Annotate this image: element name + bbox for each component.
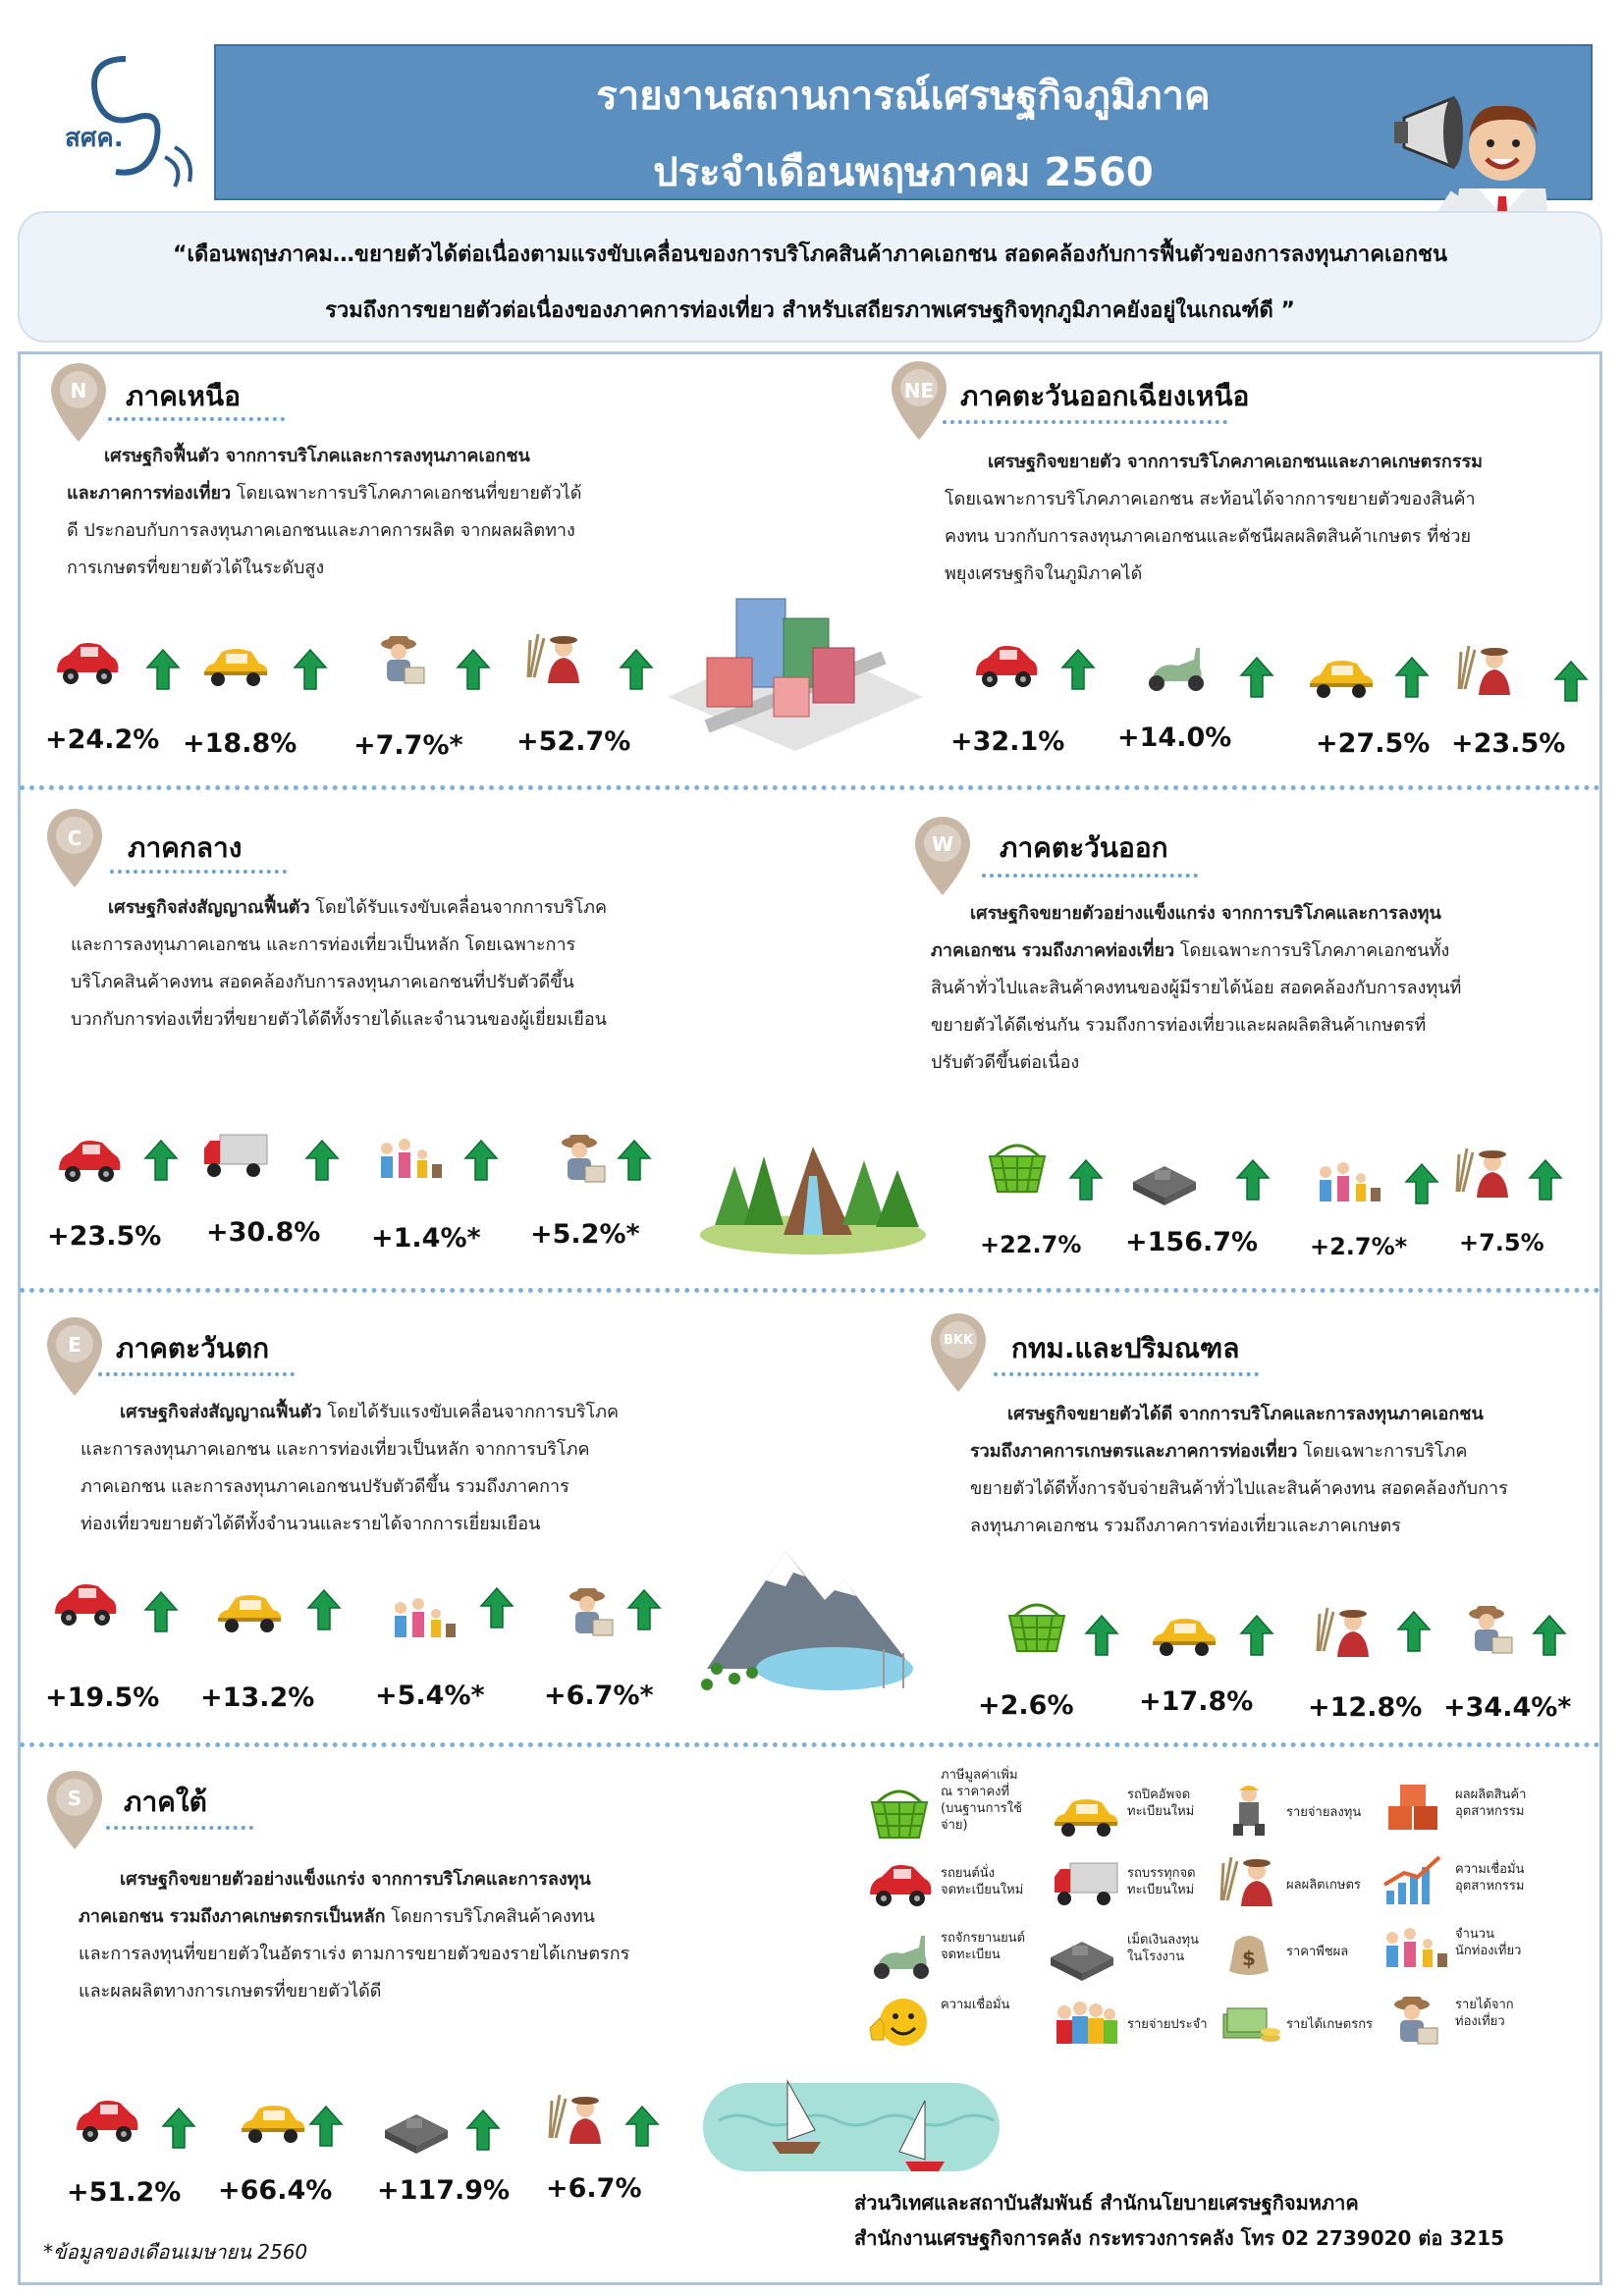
- region-title: ภาคใต้: [124, 1786, 207, 1818]
- highlight-text: เศรษฐกิจส่งสัญญาณฟื้นตัว: [108, 897, 310, 918]
- legend-text: จำนวน: [1455, 1927, 1494, 1942]
- region-title: ภาคตะวันออก: [1000, 831, 1168, 864]
- stat-value: +27.5%: [1316, 728, 1431, 759]
- up-arrow-icon: [145, 648, 181, 691]
- legend-text: ภาษีมูลค่าเพิ่ม: [941, 1768, 1018, 1783]
- region-badge: E: [68, 1333, 81, 1357]
- up-arrow-icon: [1239, 656, 1274, 699]
- body-text: โดยได้รับแรงขับเคลื่อนจากการบริโภค: [321, 1402, 620, 1422]
- mountain-lake-icon: [687, 1531, 923, 1703]
- legend-text: รถบรรทุกจด: [1127, 1866, 1196, 1881]
- up-arrow-icon: [1553, 660, 1589, 703]
- pickup-icon: [1306, 648, 1377, 707]
- pickup-icon: [1149, 1606, 1219, 1665]
- legend-text: ผลผลิตสินค้า: [1455, 1788, 1527, 1802]
- thumbs-up-smiley-icon: [864, 1993, 935, 2052]
- legend-text: อุตสาหกรรม: [1455, 1879, 1525, 1894]
- farmer-icon: [365, 630, 436, 689]
- up-arrow-icon: [463, 1139, 499, 1182]
- agri-output-icon: [520, 628, 591, 687]
- title-underline: [98, 1372, 295, 1376]
- stat-value: +34.4%*: [1443, 1692, 1572, 1723]
- region-badge: S: [67, 1787, 82, 1810]
- up-arrow-icon: [306, 1588, 342, 1631]
- title-underline: [108, 417, 285, 421]
- up-arrow-icon: [1060, 648, 1096, 691]
- car-icon: [49, 1575, 120, 1633]
- body-text: และการลงทุนภาคเอกชน และการท่องเที่ยวเป็นหลัก จากการบริโภค: [81, 1439, 590, 1460]
- region-badge: C: [67, 827, 82, 850]
- region-badge: BKK: [943, 1333, 974, 1348]
- agri-output-icon: [542, 2089, 613, 2148]
- legend-label-industry: [1455, 1787, 1526, 1820]
- legend-label-spend: รายจ่ายลงทุน: [1286, 1805, 1362, 1820]
- stat-value: +2.7%*: [1310, 1233, 1408, 1260]
- highlight-text: เศรษฐกิจส่งสัญญาณฟื้นตัว: [120, 1402, 322, 1422]
- worker-icon: [1214, 1781, 1284, 1840]
- body-text: โดยเฉพาะการบริโภคภาคเอกชนที่ขยายตัวได้: [231, 483, 582, 504]
- shopping-basket-icon: [1001, 1598, 1072, 1657]
- region-badge: NE: [903, 379, 935, 402]
- legend-text: นักท่องเที่ยว: [1455, 1944, 1522, 1958]
- logo-abbr: สศค.: [65, 124, 124, 153]
- divider-3: [20, 1742, 1600, 1747]
- up-arrow-icon: [1068, 1158, 1104, 1201]
- body-text: โดยเฉพาะการบริโภคภาคเอกชนทั้ง: [1174, 940, 1450, 961]
- footer-line-1: ส่วนวิเทศและสถาบันสัมพันธ์ สำนักนโยบายเศรษฐกิจมหภาค: [854, 2191, 1359, 2215]
- shopping-basket-icon: [982, 1139, 1053, 1198]
- title-underline: [106, 1826, 253, 1830]
- up-arrow-icon: [1404, 1162, 1439, 1205]
- highlight-text: เศรษฐกิจขยายตัว จากการบริโภคภาคเอกชนและภาคเกษตรกรรม: [988, 452, 1484, 472]
- up-arrow-icon: [143, 1139, 179, 1182]
- highlight-text: ภาคเอกชน รวมถึงภาคเกษตรกรเป็นหลัก: [79, 1906, 386, 1927]
- up-arrow-icon: [1084, 1614, 1119, 1657]
- body-text: พยุงเศรษฐกิจในภูมิภาคได้: [945, 563, 1143, 584]
- map-pin-icon: [45, 1769, 104, 1851]
- region-description: [81, 1394, 709, 1543]
- up-arrow-icon: [1532, 1614, 1567, 1657]
- stat-value: +18.8%: [183, 728, 298, 759]
- legend-text: จ่าย): [941, 1818, 968, 1833]
- up-arrow-icon: [626, 1588, 662, 1631]
- legend-label-truck: [1127, 1865, 1196, 1898]
- region-title: ภาคเหนือ: [126, 380, 241, 412]
- up-arrow-icon: [1394, 656, 1430, 699]
- up-arrow-icon: [624, 2105, 660, 2148]
- stat-value: +7.5%: [1459, 1229, 1544, 1256]
- stat-value: +156.7%: [1125, 1227, 1259, 1257]
- up-arrow-icon: [1528, 1158, 1563, 1201]
- legend-text: เม็ดเงินลงทุน: [1127, 1933, 1199, 1948]
- stat-value: +32.1%: [950, 726, 1065, 757]
- truck-icon: [200, 1125, 271, 1184]
- legend-label-motorcycle: [941, 1930, 1025, 1963]
- legend-label-factory: [1127, 1932, 1199, 1965]
- legend-text: รายได้จาก: [1455, 1998, 1514, 2012]
- agri-output-icon: [1214, 1851, 1284, 1910]
- car-icon: [970, 636, 1041, 695]
- up-arrow-icon: [143, 1590, 179, 1633]
- title-underline: [110, 870, 287, 874]
- legend-text: อุตสาหกรรม: [1455, 1804, 1525, 1819]
- tourist-family-icon: [387, 1590, 458, 1649]
- up-arrow-icon: [308, 2105, 344, 2148]
- body-text: ขยายตัวได้ดีทั้งการจับจ่ายสินค้าทั่วไปและสินค้าคงทน สอดคล้องกับการ: [970, 1478, 1508, 1499]
- region-description: [931, 895, 1598, 1082]
- body-text: โดยการบริโภคสินค้าคงทน: [385, 1906, 595, 1927]
- legend-label-vat: [941, 1767, 1039, 1834]
- car-icon: [864, 1855, 935, 1914]
- stat-value: +5.4%*: [375, 1681, 485, 1711]
- legend-text: รถยนต์นั่ง: [941, 1866, 996, 1881]
- body-text: และผลผลิตทางการเกษตรที่ขยายตัวได้ดี: [79, 1981, 382, 2002]
- stat-value: +1.4%*: [371, 1223, 481, 1254]
- stat-value: +14.0%: [1117, 722, 1232, 753]
- stat-value: +117.9%: [377, 2175, 511, 2206]
- car-icon: [51, 633, 122, 692]
- pickup-icon: [238, 2093, 308, 2152]
- legend-text: (บนฐานการใช้: [941, 1801, 1022, 1816]
- highlight-text: เศรษฐกิจขยายตัวอย่างแข็งแกร่ง จากการบริโภคและการลงทุน: [970, 903, 1441, 924]
- body-text: ดี ประกอบกับการลงทุนภาคเอกชนและภาคการผลิต จากผลผลิตทาง: [67, 520, 575, 541]
- up-arrow-icon: [1235, 1158, 1271, 1201]
- region-description: [67, 438, 676, 587]
- title-line-1: รายงานสถานการณ์เศรษฐกิจภูมิภาค: [596, 74, 1211, 119]
- title-underline: [982, 874, 1198, 878]
- region-title: ภาคตะวันตก: [116, 1332, 270, 1364]
- stat-value: +23.5%: [47, 1221, 162, 1252]
- shopping-basket-icon: [864, 1785, 935, 1843]
- up-arrow-icon: [304, 1139, 340, 1182]
- title-underline: [994, 1372, 1259, 1376]
- legend-label-farm-income: รายได้เกษตรกร: [1286, 2017, 1374, 2032]
- up-arrow-icon: [161, 2107, 196, 2150]
- divider-2: [20, 1288, 1600, 1293]
- legend-label-tourists: [1455, 1926, 1521, 1959]
- legend-text: ทะเบียนใหม่: [1127, 1883, 1195, 1897]
- region-badge: W: [931, 832, 954, 856]
- motorcycle-icon: [1139, 638, 1210, 697]
- legend-label-current-spend: รายจ่ายประจำ: [1127, 2017, 1208, 2032]
- stat-value: +13.2%: [200, 1682, 315, 1713]
- stat-value: +6.7%*: [544, 1681, 654, 1711]
- legend-text: ทะเบียนใหม่: [1127, 1804, 1195, 1819]
- up-arrow-icon: [1239, 1614, 1274, 1657]
- crowd-icon: [1051, 1993, 1121, 2052]
- car-icon: [71, 2091, 141, 2150]
- stat-value: +19.5%: [45, 1682, 160, 1713]
- pickup-icon: [1051, 1787, 1121, 1845]
- legend-label-car: [941, 1865, 1023, 1898]
- body-text: บวกกับการท่องเที่ยวที่ขยายตัวได้ดีทั้งรายได้และจำนวนของผู้เยี่ยมเยือน: [71, 1009, 607, 1030]
- summary-quote: [18, 211, 1602, 343]
- legend-text: ความเชื่อมั่น: [1455, 1862, 1525, 1877]
- highlight-text: เศรษฐกิจขยายตัวอย่างแข็งแกร่ง จากการบริโภคและการลงทุน: [120, 1869, 591, 1890]
- footnote: *ข้อมูลของเดือนเมษายน 2560: [43, 2240, 308, 2264]
- motorcycle-icon: [864, 1926, 935, 1985]
- tourist-family-icon: [1379, 1920, 1449, 1979]
- highlight-text: และภาคการท่องเที่ยว: [67, 483, 232, 504]
- stat-value: +66.4%: [218, 2175, 333, 2206]
- stat-value: +22.7%: [980, 1231, 1082, 1258]
- footer-line-2: สำนักงานเศรษฐกิจการคลัง กระทรวงการคลัง โทร 02 2739020 ต่อ 3215: [854, 2226, 1505, 2250]
- stat-value: +5.2%*: [530, 1219, 640, 1250]
- legend-label-agri: ผลผลิตเกษตร: [1286, 1878, 1361, 1893]
- car-icon: [53, 1131, 124, 1190]
- body-text: ขยายตัวได้ดีเช่นกัน รวมถึงการท่องเที่ยวและผลผลิตสินค้าเกษตรที่: [931, 1015, 1427, 1036]
- up-arrow-icon: [1396, 1610, 1432, 1653]
- up-arrow-icon: [617, 1139, 652, 1182]
- legend-text: รถปิคอัพจด: [1127, 1788, 1191, 1802]
- body-text: คงทน บวกกับการลงทุนภาคเอกชนและดัชนีผลผลิตสินค้าเกษตร ที่ช่วย: [945, 526, 1472, 547]
- stat-value: +2.6%: [978, 1690, 1074, 1721]
- legend-text: รถจักรยานยนต์: [941, 1931, 1026, 1946]
- region-description: [945, 444, 1593, 593]
- stat-value: +23.5%: [1451, 728, 1566, 759]
- farmer-icon: [1453, 1600, 1524, 1659]
- legend-text: จดทะเบียน: [941, 1948, 1001, 1962]
- quote-line-1: “เดือนพฤษภาคม…ขยายตัวได้ต่อเนื่องตามแรงขับเคลื่อนของการบริโภคสินค้าภาคเอกชน สอดคล้องกับการฟื้นตัวของการลงทุนภาคเอกชน: [173, 242, 1447, 267]
- forest-waterfall-icon: [695, 1117, 931, 1255]
- map-pin-icon: [49, 361, 108, 444]
- region-title: ภาคกลาง: [128, 831, 243, 864]
- pickup-icon: [214, 1582, 285, 1641]
- legend-label-industry-confidence: [1455, 1861, 1524, 1895]
- body-text: โดยเฉพาะการบริโภคภาคเอกชน สะท้อนได้จากการขยายตัวของสินค้า: [945, 489, 1476, 509]
- legend-label-farm-price: ราคาพืชผล: [1286, 1945, 1349, 1959]
- stat-value: +30.8%: [206, 1217, 321, 1248]
- stat-value: +7.7%*: [353, 730, 463, 761]
- stat-value: +17.8%: [1139, 1686, 1254, 1717]
- body-text: การเกษตรที่ขยายตัวได้ในระดับสูง: [67, 558, 325, 578]
- map-pin-icon: [45, 1315, 104, 1398]
- body-text: และการลงทุนภาคเอกชน และการท่องเที่ยวเป็นหลัก โดยเฉพาะการ: [71, 934, 576, 955]
- legend-label-confidence: ความเชื่อมั่น: [941, 1998, 1010, 2012]
- legend-label-tour-income: [1455, 1997, 1514, 2030]
- pickup-icon: [200, 636, 271, 695]
- tourist-family-icon: [373, 1131, 444, 1190]
- divider-1: [20, 785, 1600, 790]
- body-text: โดยได้รับแรงขับเคลื่อนจากการบริโภค: [309, 897, 608, 918]
- map-pin-icon: [913, 815, 972, 897]
- up-arrow-icon: [479, 1586, 514, 1629]
- stat-value: +51.2%: [67, 2177, 182, 2208]
- region-badge: N: [70, 379, 87, 402]
- region-description: [71, 889, 699, 1039]
- stat-value: +52.7%: [516, 726, 631, 757]
- farmer-icon: [1379, 1991, 1449, 2050]
- up-arrow-icon: [619, 648, 654, 691]
- legend-text: ในโรงงาน: [1127, 1949, 1185, 1964]
- body-text: ลงทุนภาคเอกชน รวมถึงภาคการท่องเที่ยวและภาคเกษตร: [970, 1516, 1401, 1536]
- sea-sailboats-icon: [699, 2071, 1003, 2179]
- highlight-text: ภาคเอกชน รวมถึงภาคท่องเที่ยว: [931, 940, 1175, 961]
- city-buildings-icon: [668, 579, 923, 751]
- stat-value: +24.2%: [45, 724, 160, 755]
- legend-text: ท่องเที่ยว: [1455, 2014, 1505, 2029]
- agri-output-icon: [1451, 640, 1522, 699]
- legend-text: จดทะเบียนใหม่: [941, 1883, 1024, 1897]
- boxes-icon: [1379, 1781, 1449, 1840]
- highlight-text: รวมถึงภาคการเกษตรและภาคการท่องเที่ยว: [970, 1441, 1298, 1462]
- map-pin-icon: [929, 1311, 988, 1394]
- region-title: กทม.และปริมณฑล: [1011, 1332, 1240, 1364]
- logo: [27, 49, 204, 196]
- stat-value: +12.8%: [1308, 1692, 1423, 1723]
- stat-value: +6.7%: [546, 2173, 642, 2204]
- truck-icon: [1051, 1853, 1121, 1912]
- highlight-text: เศรษฐกิจฟื้นตัว จากการบริโภคและการลงทุนภาคเอกชน: [104, 446, 530, 466]
- body-text: โดยเฉพาะการบริโภค: [1297, 1441, 1468, 1462]
- quote-line-2: รวมถึงการขยายตัวต่อเนื่องของภาคการท่องเที่ยว สำหรับเสถียรภาพเศรษฐกิจทุกภูมิภาคยังอยู่ในเกณฑ์ดี ”: [325, 298, 1295, 323]
- up-arrow-icon: [465, 2109, 501, 2152]
- body-text: และการลงทุนที่ขยายตัวในอัตราเร่ง ตามการขยายตัวของรายได้เกษตรกร: [79, 1944, 630, 1964]
- money-bag-icon: [1214, 1922, 1284, 1981]
- region-title: ภาคตะวันออกเฉียงเหนือ: [960, 380, 1250, 412]
- title-line-2: ประจำเดือนพฤษภาคม 2560: [653, 150, 1154, 195]
- cash-icon: [1214, 1993, 1284, 2052]
- body-text: ปรับตัวดีขึ้นต่อเนื่อง: [931, 1052, 1080, 1073]
- up-arrow-icon: [293, 648, 328, 691]
- highlight-text: เศรษฐกิจขยายตัวได้ดี จากการบริโภคและการลงทุนภาคเอกชน: [1007, 1404, 1484, 1424]
- farmer-icon: [546, 1129, 617, 1188]
- legend-text: ณ ราคาคงที่: [941, 1785, 1010, 1799]
- factory-icon: [1129, 1147, 1200, 1205]
- body-text: สินค้าทั่วไปและสินค้าคงทนของผู้มีรายได้น้อย สอดคล้องกับการลงทุนที่: [931, 978, 1462, 998]
- agri-output-icon: [1310, 1602, 1380, 1661]
- up-arrow-icon: [456, 648, 491, 691]
- body-text: ภาคเอกชน และการลงทุนภาคเอกชนปรับตัวดีขึ้น รวมถึงภาคการ: [81, 1476, 569, 1497]
- title-underline: [943, 420, 1227, 424]
- body-text: บริโภคสินค้าคงทน สอดคล้องกับการลงทุนภาคเอกชนที่ปรับตัวดีขึ้น: [71, 972, 574, 992]
- region-description: [79, 1861, 707, 2010]
- tourist-family-icon: [1312, 1154, 1382, 1213]
- region-description: [970, 1396, 1598, 1545]
- body-text: ท่องเที่ยวขยายตัวได้ดีทั้งจำนวนและรายได้จากการเยี่ยมเยือน: [81, 1514, 541, 1534]
- industry-chart-icon: [1379, 1851, 1449, 1910]
- farmer-icon: [554, 1582, 624, 1641]
- agri-output-icon: [1449, 1143, 1520, 1201]
- factory-icon: [381, 2095, 452, 2154]
- factory-icon: [1047, 1922, 1117, 1981]
- legend-label-pickup: [1127, 1787, 1194, 1820]
